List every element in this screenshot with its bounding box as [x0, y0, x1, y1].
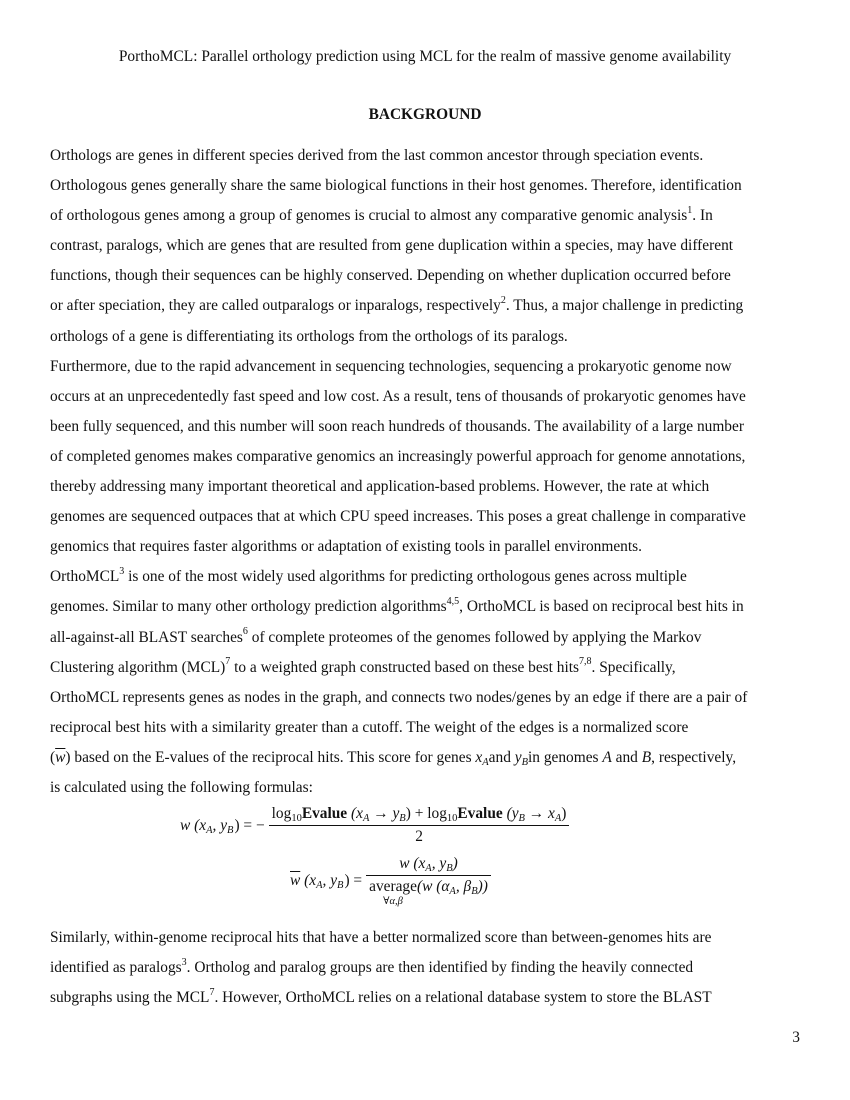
text-line: Orthologs are genes in different species derived from the last common ancestor through speciation events. — [50, 147, 704, 164]
equation-1 — [180, 805, 573, 846]
citation: 3 — [119, 566, 125, 578]
equation-2 — [290, 855, 495, 907]
text-line: of completed genomes makes comparative genomics an increasingly powerful approach for genome annotations, — [50, 447, 746, 465]
continuation-body — [50, 923, 802, 1013]
eq1-numerator: $\log_{10}Evalue$ $(x_A \to y_B)$ + $\log_{10}Evalue$ $(y_B \to x_A)$ — [271, 805, 567, 824]
citation: 7 — [209, 987, 215, 999]
text-line: or after speciation, they are called outparalogs or inparalogs, respectively$^2$. Thus, a major challenge in predicting — [50, 295, 744, 315]
text-line: genomes. Similar to many other orthology prediction algorithms$^{4,5}$, OrthoMCL is based on reciprocal best hits in — [50, 596, 744, 616]
text-line: identified as paralogs$^3$. Ortholog and paralog groups are then identified by finding the heavily connected — [50, 956, 694, 977]
text-line: subgraphs using the MCL$^7$. However, OrthoMCL relies on a relational database system to store the BLAST — [50, 987, 712, 1007]
text-line: occurs at an unprecedentedly fast speed and low cost. As a result, tens of thousands of prokaryotic genomes have — [50, 387, 746, 405]
citation: 7 — [225, 656, 231, 668]
eq2-lhs: $\overline{w}$ ($x_A$, $y_B$ — [290, 872, 344, 891]
text-line: all-against-all BLAST searches$^6$ of complete proteomes of the genomes followed by applying the Markov — [50, 626, 702, 646]
citation: 4,5 — [446, 596, 460, 608]
text-line: OrthoMCL$^3$ is one of the most widely used algorithms for predicting orthologous genes across multiple — [50, 566, 687, 586]
text-line: reciprocal best hits with a similarity greater than a cutoff. The weight of the edges is a normalized score — [50, 718, 689, 736]
citation: 1 — [687, 205, 693, 217]
background-body — [50, 141, 802, 803]
text-line: OrthoMCL represents genes as nodes in the graph, and connects two nodes/genes by an edge if there are a pair of — [50, 688, 748, 706]
text-line: Similarly, within-genome reciprocal hits that have a better normalized score than between-genomes hits are — [50, 929, 712, 946]
text-line: is calculated using the following formulas: — [50, 778, 313, 796]
eq2-denominator: average ∀α,β (w ($\alpha_A$, $\beta_B$)) — [366, 875, 491, 907]
eq1-lhs: w ($x_A$, $y_B$ — [180, 816, 234, 836]
citation: 6 — [242, 626, 248, 638]
eq1-equals: ) = − — [234, 816, 265, 834]
text-line: genomes are sequenced outpaces that at which CPU speed increases. This poses a great challenge in comparative — [50, 508, 746, 526]
text-line: functions, though their sequences can be highly conserved. Depending on whether duplication occurred before — [50, 267, 731, 285]
text-line: genomics that requires faster algorithms or adaptation of existing tools in parallel environments. — [50, 538, 642, 556]
citation: 3 — [181, 956, 187, 968]
text-line: contrast, paralogs, which are genes that are resulted from gene duplication within a species, may have different — [50, 237, 734, 255]
eq1-fraction — [269, 805, 570, 846]
eq2-numerator: w ($x_A$, $y_B$) — [399, 855, 458, 874]
text-line: thereby addressing many important theoretical and application-based problems. However, the rate at which — [50, 478, 710, 496]
citation: 2 — [500, 295, 506, 307]
running-head: PorthoMCL: Parallel orthology prediction using MCL for the realm of massive genome availability — [118, 48, 732, 65]
text-line-with-math: $(\overline{w})$ based on the E-values of the reciprocal hits. This score for genes $x_Aand$ $y_Bin$ genomes A and B, respectively, — [50, 748, 737, 768]
text-line: Furthermore, due to the rapid advancement in sequencing technologies, sequencing a prokaryotic genome now — [50, 357, 732, 375]
text-line: Clustering algorithm (MCL)$^7$ to a weighted graph constructed based on these best hits$^{7,8}$. Specifically, — [50, 656, 676, 676]
section-heading: BACKGROUND — [368, 106, 482, 123]
text-line: of orthologous genes among a group of genomes is crucial to almost any comparative genomic analysis$^1$. In — [50, 205, 713, 225]
eq1-denominator: 2 — [269, 825, 570, 846]
eq2-fraction — [366, 855, 491, 907]
text-line: orthologs of a gene is differentiating its orthologs from the orthologs of its paralogs. — [50, 327, 568, 345]
eq2-equals: ) = — [344, 872, 363, 889]
equations — [0, 805, 850, 915]
text-line: been fully sequenced, and this number will soon reach hundreds of thousands. The availability of a large number — [50, 417, 744, 435]
text-line: Orthologous genes generally share the same biological functions in their host genomes. Therefore, identification — [50, 177, 742, 195]
page-number: 3 — [792, 1029, 800, 1046]
citation: 7,8 — [579, 656, 592, 668]
